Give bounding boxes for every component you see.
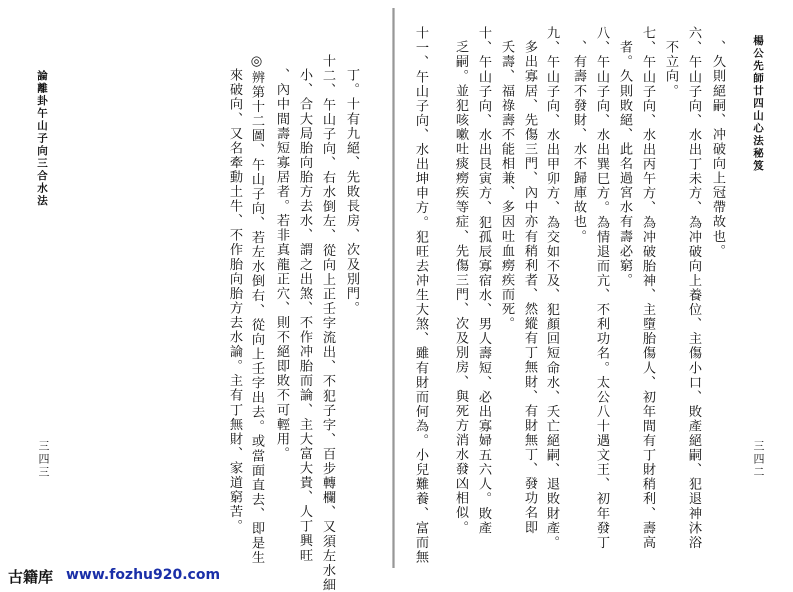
text-column: 不立向。	[663, 40, 678, 99]
left-page	[0, 0, 396, 590]
site-watermark	[0, 562, 300, 590]
watermark-brand: 古籍库	[8, 568, 54, 586]
text-column: 七、午山子向、水出丙午方、為冲破胎神、主墮胎傷人、初年間有丁財稍利、壽高	[640, 26, 655, 550]
text-column: 十、午山子向、水出艮寅方、犯孤辰寡宿水、男人壽短、必出寡婦五六人。敗產	[476, 26, 491, 536]
right-page	[396, 0, 793, 590]
running-header: 楊公先師廿四山心法秘笈	[752, 35, 764, 173]
text-column: ◎辨第十二圖、午山子向、若左水倒右、從向上壬字出去。或當面直去、即是生	[249, 54, 264, 566]
text-column: 、有壽不發財、水不歸庫故也。	[571, 40, 586, 244]
running-header: 論離卦午山子向三合水法	[36, 70, 48, 208]
text-column: 九、午山子向、水出甲卯方、為交如不及、犯顏回短命水、夭亡絕嗣、退敗財產。	[544, 26, 559, 550]
text-column: 、久則絕嗣、冲破向上冠帶故也。	[710, 40, 725, 259]
text-column: 來破向、又名牽動土牛、不作胎向胎方去水論。主有丁無財、家道窮苦。	[227, 68, 242, 534]
text-column: 、內中間壽短寡居者。若非真龍正穴、則不絕即敗不可輕用。	[274, 68, 289, 461]
watermark-url: www.fozhu920.com	[66, 567, 221, 583]
text-column: 丁。十有九絕、先敗長房、次及別門。	[344, 68, 359, 316]
text-column: 六、午山子向、水出丁未方、為冲破向上養位、主傷小口、敗產絕嗣、犯退神沐浴	[686, 26, 701, 550]
text-column: 十一、午山子向、水出坤申方。犯旺去冲生大煞、雖有財而何為。小兒難養、富而無	[413, 26, 428, 565]
text-column: 夭壽、福祿壽不能相兼、多因吐血癆疾而死。	[499, 40, 514, 331]
text-column: 八、午山子向、水出巽巳方。為情退而亢、不利功名。太公八十遇文王、初年發丁	[594, 26, 609, 550]
page-number: 三四三	[37, 440, 50, 479]
text-column: 十二、午山子向、右水倒左、從向上正壬字流出、不犯子字、百步轉欄、又須左水細	[320, 54, 335, 592]
text-column: 者。久則敗絕、此名過宮水有壽必窮。	[617, 40, 632, 288]
text-column: 乏嗣。並犯咳嗽吐痰癆疾等症、先傷三門、次及別房、與死方消水發凶相似。	[453, 40, 468, 535]
text-column: 多出寡居、先傷三門、內中亦有稍利者、然縱有丁無財、有財無丁、發功名即	[522, 40, 537, 535]
text-column: 小、合大局胎向胎方去水、謂之出煞、不作冲胎而論、主大富大貴、人丁興旺	[297, 68, 312, 563]
page-number: 三四二	[752, 440, 765, 479]
